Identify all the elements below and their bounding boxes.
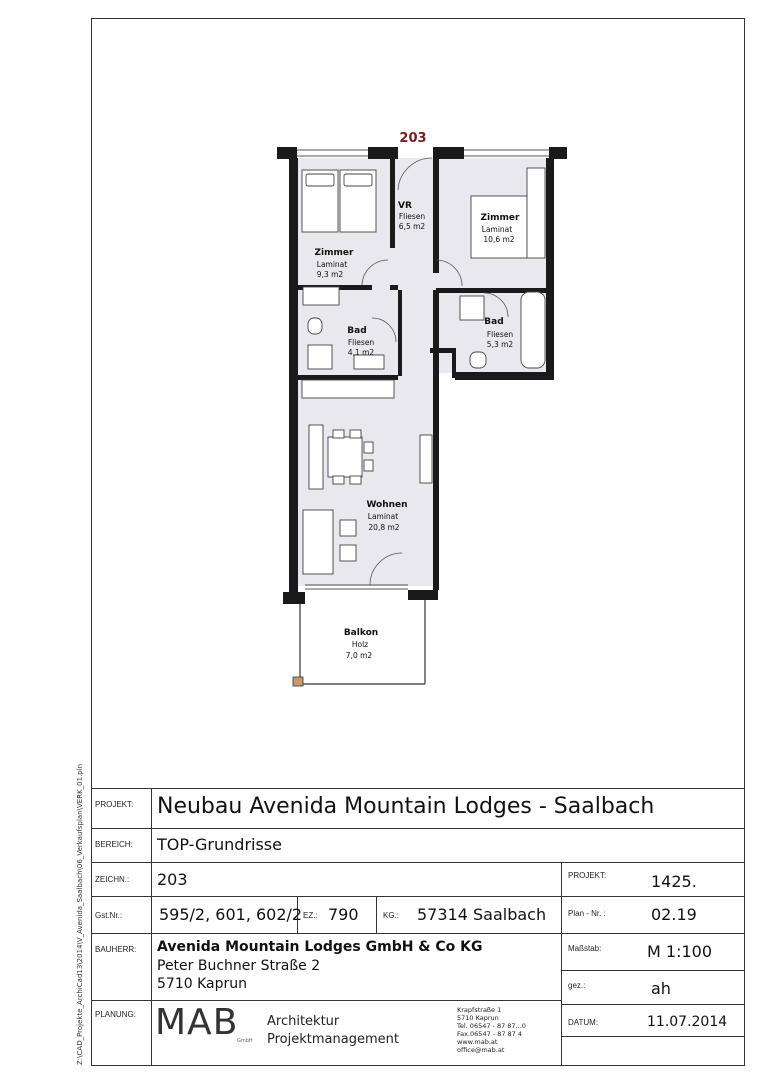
address-line: office@mab.at xyxy=(457,1046,505,1054)
room-floor: Laminat xyxy=(481,225,513,234)
projekt-nr-value: 1425. xyxy=(651,872,697,891)
datum-label: DATUM: xyxy=(568,1018,599,1027)
bauherr-city: 5710 Kaprun xyxy=(157,976,247,992)
room-name: VR xyxy=(398,201,412,211)
room-floor: Fliesen xyxy=(398,212,426,221)
address-line: Tel. 06547 - 87 87...0 xyxy=(457,1022,526,1030)
logo-sub: GmbH xyxy=(237,1038,253,1044)
room-name: Zimmer xyxy=(314,248,354,258)
logo-text: MAB xyxy=(155,1002,239,1043)
address-line: 5710 Kaprun xyxy=(457,1014,499,1022)
room-area: 10,6 m2 xyxy=(483,235,515,244)
bauherr-name: Avenida Mountain Lodges GmbH & Co KG xyxy=(157,939,483,955)
address-line: Fax.06547 - 87 87 4 xyxy=(457,1030,523,1038)
rule xyxy=(561,1036,745,1037)
rule xyxy=(91,896,745,897)
kg-label: KG.: xyxy=(383,911,400,920)
rule xyxy=(561,1004,745,1005)
datum-value: 11.07.2014 xyxy=(647,1014,728,1030)
room-area: 5,3 m2 xyxy=(486,340,514,349)
projekt-label: PROJEKT: xyxy=(95,800,134,809)
downpipe xyxy=(293,677,303,686)
kg-value: 57314 Saalbach xyxy=(417,905,547,924)
address-line: Krapfstraße 1 xyxy=(457,1006,502,1014)
massstab-value: M 1:100 xyxy=(647,942,712,961)
gez-value: ah xyxy=(651,979,671,998)
rule xyxy=(91,862,745,863)
plan-nr-value: 02.19 xyxy=(651,905,697,924)
rule xyxy=(91,788,745,789)
rule xyxy=(561,862,562,1066)
rule xyxy=(91,828,745,829)
planung-label: PLANUNG: xyxy=(95,1010,136,1019)
rule xyxy=(151,788,152,1066)
title-block xyxy=(91,788,745,1066)
rule xyxy=(91,1000,561,1001)
room-floor: Holz xyxy=(351,640,369,649)
mab-logo xyxy=(155,1002,238,1043)
bereich-value: TOP-Grundrisse xyxy=(157,835,282,854)
file-path-text: Z:\CAD_Projekte_ArchiCad13\2014\V_Avenida_Saalbach\06_Verkaufsplan\VERK_01.pln xyxy=(76,763,84,1065)
zeichn-value: 203 xyxy=(157,870,188,889)
plan-nr-label: Plan - Nr. : xyxy=(568,909,606,918)
bauherr-label: BAUHERR: xyxy=(95,945,137,954)
gez-label: gez.: xyxy=(568,981,586,990)
room-floor: Fliesen xyxy=(347,338,375,347)
room-area: 4,1 m2 xyxy=(347,348,375,357)
room-floor: Laminat xyxy=(367,512,399,521)
gst-value: 595/2, 601, 602/2 xyxy=(159,905,303,924)
planner-address xyxy=(457,1006,526,1054)
bauherr-street: Peter Buchner Straße 2 xyxy=(157,958,321,974)
room-name: Zimmer xyxy=(480,213,520,223)
room-name: Bad xyxy=(347,326,367,336)
ez-label: EZ.: xyxy=(303,911,318,920)
bereich-label: BEREICH: xyxy=(95,840,133,849)
gst-label: Gst.Nr.: xyxy=(95,911,123,920)
rule xyxy=(376,896,377,933)
zeichn-label: ZEICHN.: xyxy=(95,875,130,884)
projekt-nr-label: PROJEKT: xyxy=(568,871,607,880)
projekt-value: Neubau Avenida Mountain Lodges - Saalbach xyxy=(157,794,655,819)
ez-value: 790 xyxy=(328,905,359,924)
rule xyxy=(561,970,745,971)
massstab-label: Maßstab: xyxy=(568,944,602,953)
rule xyxy=(91,933,745,934)
room-name: Balkon xyxy=(343,628,379,638)
room-area: 20,8 m2 xyxy=(368,523,400,532)
room-name: Wohnen xyxy=(366,500,408,510)
room-name: Bad xyxy=(484,317,504,327)
room-floor: Laminat xyxy=(316,260,348,269)
unit-number: 203 xyxy=(399,131,427,146)
room-area: 7,0 m2 xyxy=(345,651,373,660)
room-floor: Fliesen xyxy=(486,330,514,339)
room-area: 6,5 m2 xyxy=(398,222,426,231)
planner-line2: Projektmanagement xyxy=(267,1032,399,1047)
address-line: www.mab.at xyxy=(457,1038,498,1046)
planner-line1: Architektur xyxy=(267,1014,340,1029)
room-area: 9,3 m2 xyxy=(316,270,344,279)
